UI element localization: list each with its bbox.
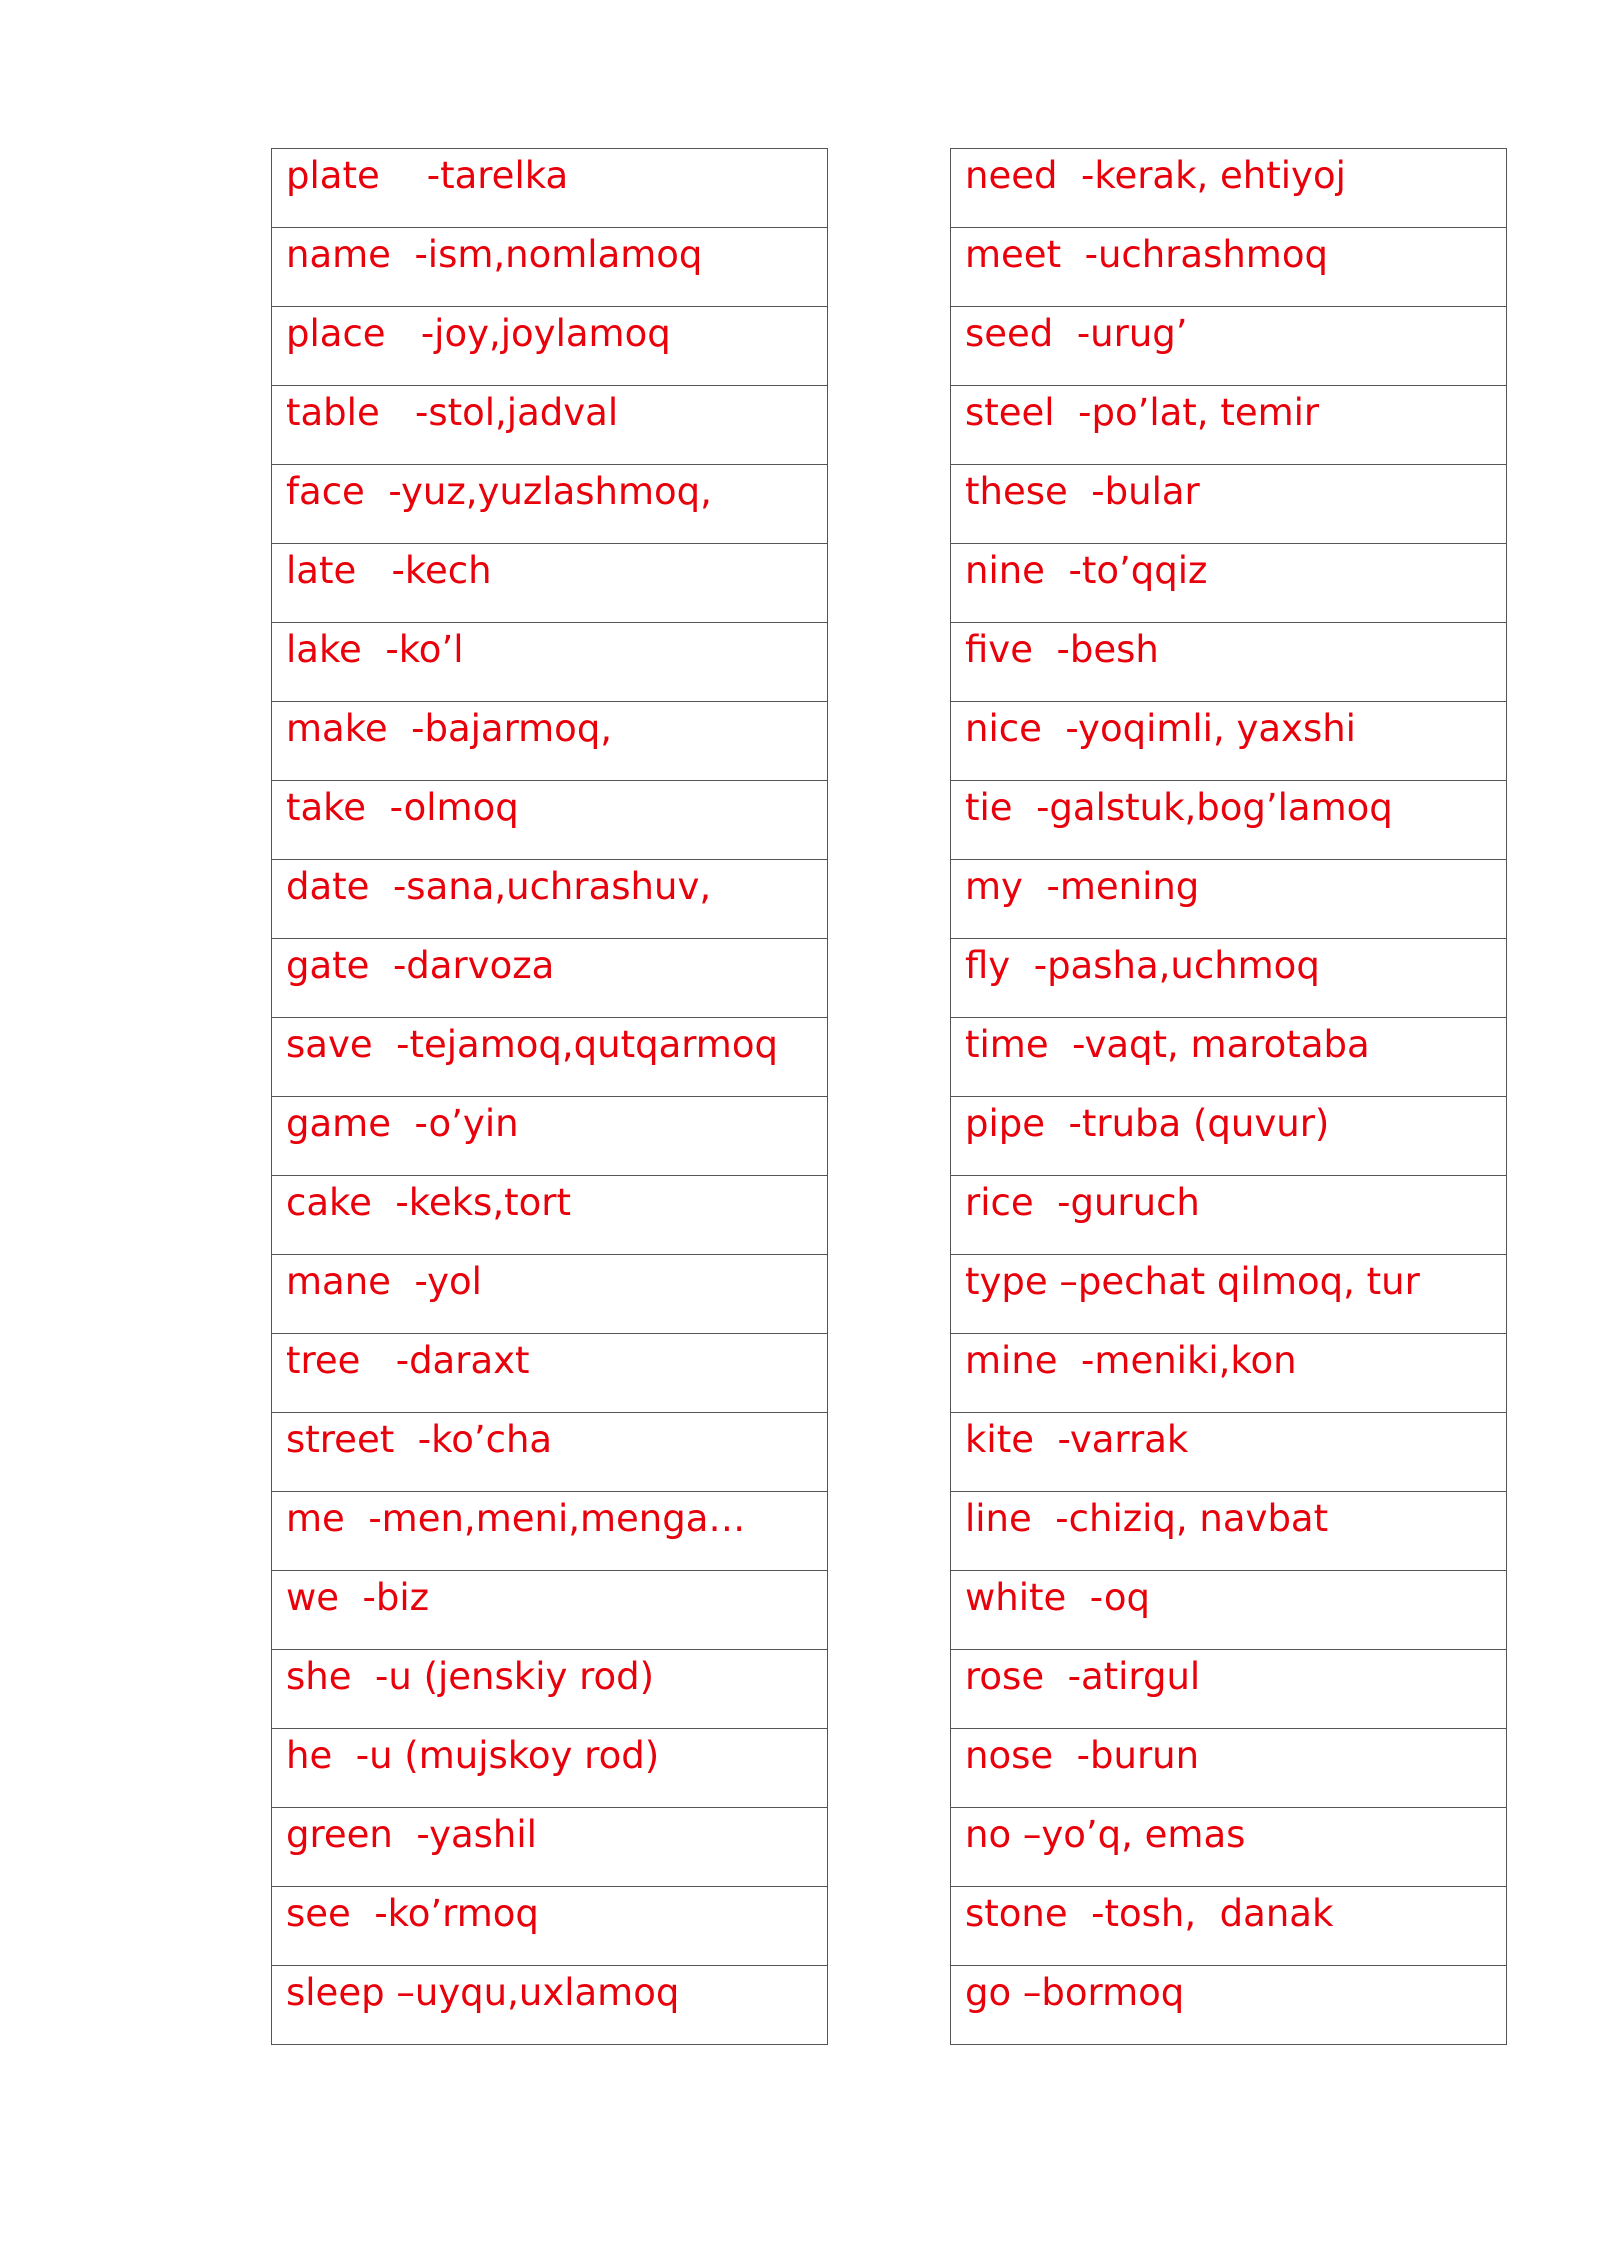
table-row	[951, 781, 1507, 860]
table-row	[272, 1413, 828, 1492]
table-row	[951, 1729, 1507, 1808]
vocab-cell: he -u (mujskoy rod)	[272, 1729, 828, 1808]
table-row	[272, 1650, 828, 1729]
table-row	[272, 228, 828, 307]
vocab-cell: date -sana,uchrashuv,	[272, 860, 828, 939]
table-row	[951, 1334, 1507, 1413]
table-row	[272, 386, 828, 465]
vocab-cell: seed -urug’	[951, 307, 1507, 386]
vocab-cell: my -mening	[951, 860, 1507, 939]
table-row	[951, 1571, 1507, 1650]
vocab-cell: me -men,meni,menga…	[272, 1492, 828, 1571]
table-row	[951, 1650, 1507, 1729]
vocab-cell: table -stol,jadval	[272, 386, 828, 465]
table-row	[951, 465, 1507, 544]
vocab-cell: she -u (jenskiy rod)	[272, 1650, 828, 1729]
vocab-cell: see -ko’rmoq	[272, 1887, 828, 1966]
vocab-cell: kite -varrak	[951, 1413, 1507, 1492]
vocab-cell: fly -pasha,uchmoq	[951, 939, 1507, 1018]
vocab-cell: five -besh	[951, 623, 1507, 702]
vocab-cell: meet -uchrashmoq	[951, 228, 1507, 307]
vocab-cell: mine -meniki,kon	[951, 1334, 1507, 1413]
vocab-cell: need -kerak, ehtiyoj	[951, 149, 1507, 228]
table-row	[951, 1176, 1507, 1255]
vocab-cell: nine -to’qqiz	[951, 544, 1507, 623]
table-row	[951, 228, 1507, 307]
table-row	[272, 1255, 828, 1334]
vocab-cell: these -bular	[951, 465, 1507, 544]
table-row	[272, 1729, 828, 1808]
vocab-cell: sleep –uyqu,uxlamoq	[272, 1966, 828, 2045]
vocab-cell: name -ism,nomlamoq	[272, 228, 828, 307]
table-row	[272, 860, 828, 939]
vocab-cell: nose -burun	[951, 1729, 1507, 1808]
table-row	[951, 386, 1507, 465]
table-row	[272, 1097, 828, 1176]
table-row	[272, 781, 828, 860]
vocab-cell: no –yo’q, emas	[951, 1808, 1507, 1887]
table-row	[951, 860, 1507, 939]
table-row	[272, 307, 828, 386]
table-row	[951, 1097, 1507, 1176]
vocab-cell: gate -darvoza	[272, 939, 828, 1018]
vocab-cell: rose -atirgul	[951, 1650, 1507, 1729]
vocab-cell: type –pechat qilmoq, tur	[951, 1255, 1507, 1334]
vocab-cell: white -oq	[951, 1571, 1507, 1650]
vocab-cell: late -kech	[272, 544, 828, 623]
vocab-cell: lake -ko’l	[272, 623, 828, 702]
table-row	[951, 1492, 1507, 1571]
table-row	[272, 939, 828, 1018]
vocab-cell: tie -galstuk,bog’lamoq	[951, 781, 1507, 860]
vocab-cell: pipe -truba (quvur)	[951, 1097, 1507, 1176]
table-row	[272, 1018, 828, 1097]
vocab-cell: we -biz	[272, 1571, 828, 1650]
table-row	[951, 544, 1507, 623]
vocab-cell: steel -po’lat, temir	[951, 386, 1507, 465]
vocab-table-left	[271, 148, 828, 2045]
table-row	[951, 307, 1507, 386]
table-row	[951, 1018, 1507, 1097]
vocab-cell: plate -tarelka	[272, 149, 828, 228]
vocab-cell: green -yashil	[272, 1808, 828, 1887]
vocab-cell: make -bajarmoq,	[272, 702, 828, 781]
table-row	[951, 702, 1507, 781]
table-row	[951, 939, 1507, 1018]
table-row	[272, 149, 828, 228]
table-row	[272, 465, 828, 544]
vocab-cell: nice -yoqimli, yaxshi	[951, 702, 1507, 781]
table-row	[272, 1571, 828, 1650]
vocab-cell: place -joy,joylamoq	[272, 307, 828, 386]
vocab-cell: game -o’yin	[272, 1097, 828, 1176]
table-row	[272, 1492, 828, 1571]
vocab-cell: mane -yol	[272, 1255, 828, 1334]
table-row	[951, 1255, 1507, 1334]
table-row	[272, 1176, 828, 1255]
table-row	[951, 149, 1507, 228]
vocab-cell: cake -keks,tort	[272, 1176, 828, 1255]
vocab-cell: face -yuz,yuzlashmoq,	[272, 465, 828, 544]
table-row	[951, 623, 1507, 702]
vocab-cell: stone -tosh, danak	[951, 1887, 1507, 1966]
vocab-table-left-body	[272, 149, 828, 2045]
vocab-table-right	[950, 148, 1507, 2045]
vocab-cell: tree -daraxt	[272, 1334, 828, 1413]
table-row	[272, 1887, 828, 1966]
table-row	[951, 1887, 1507, 1966]
table-row	[272, 1808, 828, 1887]
vocab-cell: save -tejamoq,qutqarmoq	[272, 1018, 828, 1097]
vocab-table-right-body	[951, 149, 1507, 2045]
vocab-cell: time -vaqt, marotaba	[951, 1018, 1507, 1097]
table-row	[272, 623, 828, 702]
table-row	[951, 1966, 1507, 2045]
vocab-cell: street -ko’cha	[272, 1413, 828, 1492]
table-row	[272, 702, 828, 781]
vocab-cell: take -olmoq	[272, 781, 828, 860]
table-row	[951, 1808, 1507, 1887]
vocab-cell: rice -guruch	[951, 1176, 1507, 1255]
vocab-cell: line -chiziq, navbat	[951, 1492, 1507, 1571]
table-row	[272, 544, 828, 623]
table-row	[272, 1966, 828, 2045]
table-row	[272, 1334, 828, 1413]
vocab-cell: go –bormoq	[951, 1966, 1507, 2045]
table-row	[951, 1413, 1507, 1492]
